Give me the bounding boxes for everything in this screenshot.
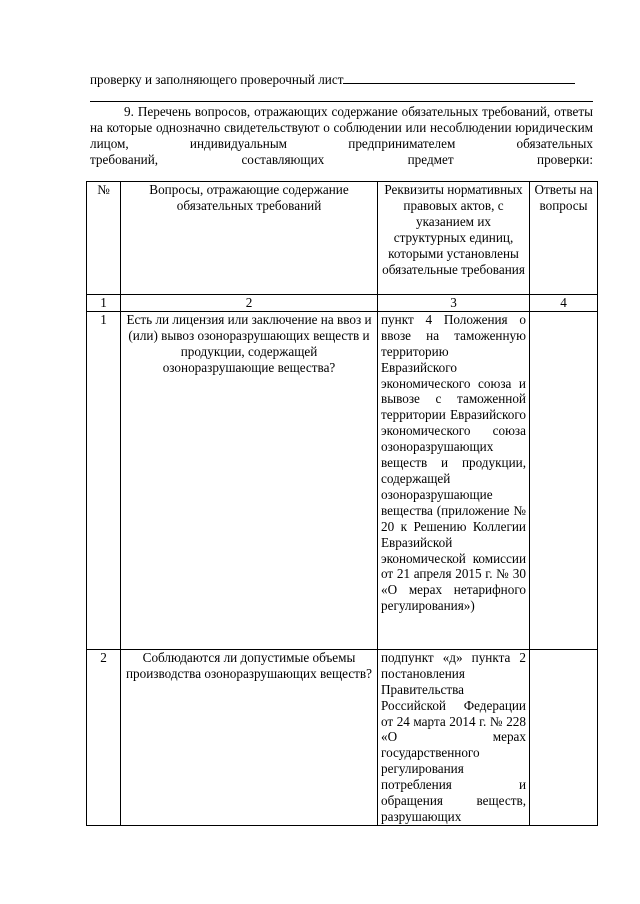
column-number: 1 [87, 295, 121, 312]
row-reference: пункт 4 Положения о ввозе на таможенную территорию Евразийского экономического союза и вывозе с таможенной территории Евразийского экономического союза озоноразрушающих веществ и продукции, содержащей озоноразрушающие вещества (приложение № 20 к Решению Коллегии Евразийской экономической комиссии от 21 апреля 2015 г. № 30 «О мерах нетарифного регулирования») [378, 311, 530, 649]
header-number: № [87, 182, 121, 295]
row-number: 1 [87, 311, 121, 649]
table-header-row [87, 182, 598, 295]
header-answers: Ответы на вопросы [530, 182, 598, 295]
paragraph-end: требований, составляющих предмет проверки: [90, 151, 593, 167]
header-references: Реквизиты нормативных правовых актов, с указанием их структурных единиц, которыми установлены обязательные требования [378, 182, 530, 295]
row-question: Есть ли лицензия или заключение на ввоз и (или) вывоз озоноразрушающих веществ и продукции, содержащей озоноразрушающие вещества? [121, 311, 378, 649]
row-answer-cell[interactable] [530, 311, 598, 649]
column-number-row [87, 295, 598, 312]
row-number: 2 [87, 649, 121, 825]
row-reference: подпункт «д» пункта 2 постановления Правительства Российской Федерации от 24 марта 2014 г. № 228 «О мерах государственного регулирования потребления и обращения веществ, разрушающих [378, 649, 530, 825]
column-number: 2 [121, 295, 378, 312]
blank-line [90, 101, 593, 102]
column-number: 4 [530, 295, 598, 312]
table-row [87, 649, 598, 825]
paragraph-body: 9. Перечень вопросов, отражающих содержание обязательных требований, ответы на которые однозначно свидетельствуют о соблюдении или несоблюдении юридическим лицом, индивидуальным предпринимателем обязательных [90, 104, 593, 151]
row-question: Соблюдаются ли допустимые объемы производства озоноразрушающих веществ? [121, 649, 378, 825]
row-answer-cell[interactable] [530, 649, 598, 825]
checklist-table [86, 181, 598, 826]
section-9-paragraph [90, 104, 593, 168]
signature-blank-line [343, 71, 575, 84]
table-row [87, 311, 598, 649]
header-line [90, 71, 575, 88]
header-text: проверку и заполняющего проверочный лист [90, 72, 344, 87]
header-questions: Вопросы, отражающие содержание обязательных требований [121, 182, 378, 295]
column-number: 3 [378, 295, 530, 312]
